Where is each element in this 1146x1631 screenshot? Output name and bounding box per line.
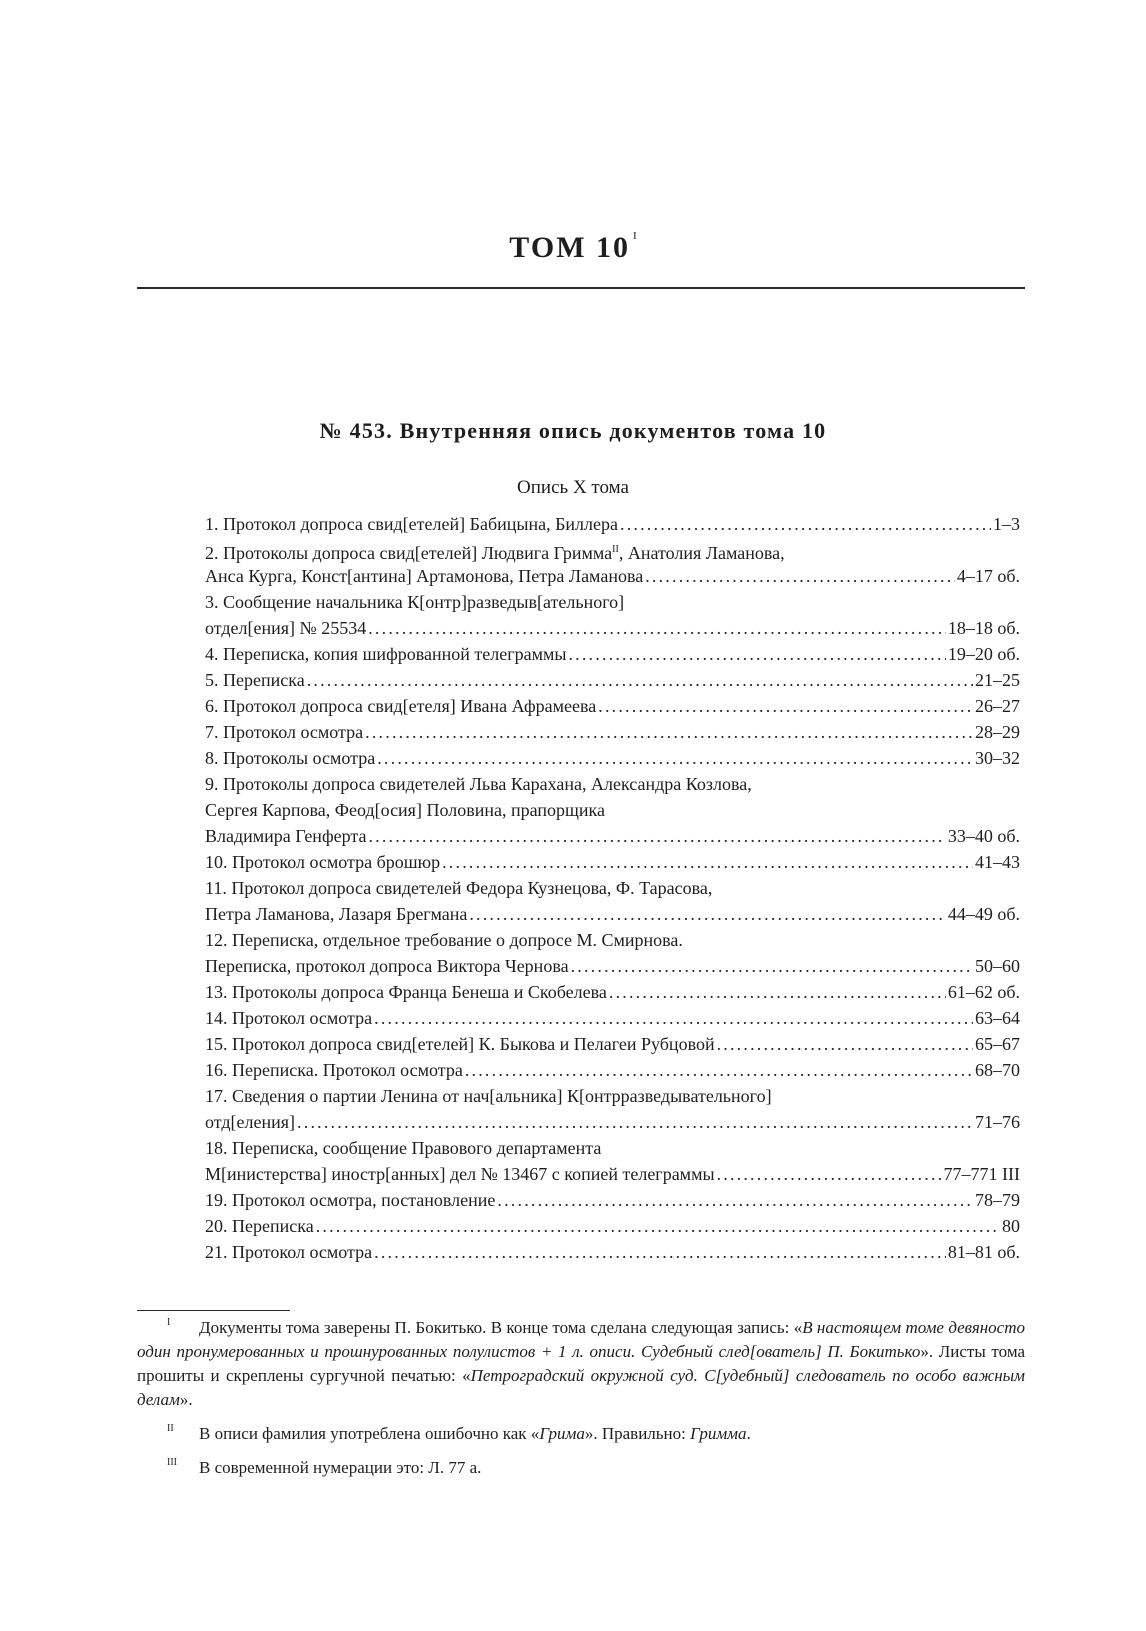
entry-pages: 19–20 об. xyxy=(947,644,1020,664)
dot-leader xyxy=(717,1161,942,1187)
entry-row xyxy=(205,1057,1020,1083)
dot-leader xyxy=(365,719,973,745)
entry-pages: 1–3 xyxy=(993,514,1020,534)
entry-title: 14. Протокол осмотра xyxy=(205,1008,373,1028)
dot-leader xyxy=(497,1187,973,1213)
entry-title: Владимира Генферта xyxy=(205,826,367,846)
dot-leader xyxy=(568,641,945,667)
inventory-entry xyxy=(205,1057,1020,1083)
footnote-marker: III xyxy=(167,1457,177,1468)
dot-leader xyxy=(598,693,973,719)
entry-text-part: 2. Протоколы допроса свид[етелей] Людвига Гримма xyxy=(205,543,613,563)
entry-row xyxy=(205,641,1020,667)
footnote-marker: II xyxy=(167,1423,174,1434)
entry-title: отдел[ения] № 25534 xyxy=(205,618,367,638)
inventory-entry xyxy=(205,1005,1020,1031)
entry-title: 19. Протокол осмотра, постановление xyxy=(205,1190,496,1210)
entry-row xyxy=(205,1005,1020,1031)
footnote-text-part: Гримма xyxy=(690,1424,747,1443)
entry-pages: 30–32 xyxy=(975,748,1020,768)
footnote-text-part: Грима xyxy=(539,1424,585,1443)
footnote-text-part: В современной нумерации это: Л. 77 а. xyxy=(199,1458,482,1477)
inventory-list xyxy=(205,511,1020,1265)
entry-pages: 63–64 xyxy=(975,1008,1020,1028)
entry-row xyxy=(205,667,1020,693)
entry-row xyxy=(205,1109,1020,1135)
entry-pages: 68–70 xyxy=(975,1060,1020,1080)
entry-pages: 26–27 xyxy=(975,696,1020,716)
title-rule xyxy=(137,287,1025,289)
entry-pages: 21–25 xyxy=(975,670,1020,690)
inventory-entry xyxy=(205,667,1020,693)
entry-title: Анса Курга, Конст[антина] Артамонова, Петра Ламанова xyxy=(205,566,644,586)
entry-text-line: 11. Протокол допроса свидетелей Федора Кузнецова, Ф. Тарасова, xyxy=(205,878,713,898)
entry-text-part: , Анатолия Ламанова, xyxy=(618,543,785,563)
entry-row xyxy=(205,719,1020,745)
entry-pages: 18–18 об. xyxy=(947,618,1020,638)
inventory-entry xyxy=(205,511,1020,537)
entry-pages: 61–62 об. xyxy=(947,982,1020,1002)
dot-leader xyxy=(377,745,973,771)
entry-title: 5. Переписка xyxy=(205,670,305,690)
footnote-rule xyxy=(137,1310,290,1311)
dot-leader xyxy=(368,823,945,849)
inventory-entry xyxy=(205,693,1020,719)
inventory-entry xyxy=(205,875,1020,927)
dot-leader xyxy=(609,979,946,1005)
dot-leader xyxy=(645,563,955,589)
inventory-entry xyxy=(205,1239,1020,1265)
entry-pages: 4–17 об. xyxy=(956,566,1020,586)
inventory-entry xyxy=(205,979,1020,1005)
entry-row xyxy=(205,979,1020,1005)
inventory-entry xyxy=(205,1187,1020,1213)
entry-row xyxy=(205,1031,1020,1057)
dot-leader xyxy=(374,1005,973,1031)
entry-title: 8. Протоколы осмотра xyxy=(205,748,376,768)
entry-pages: 33–40 об. xyxy=(947,826,1020,846)
dot-leader xyxy=(465,1057,973,1083)
footnote xyxy=(137,1316,1025,1412)
entry-row xyxy=(205,1213,1020,1239)
entry-pages: 28–29 xyxy=(975,722,1020,742)
entry-row xyxy=(205,1239,1020,1265)
footnote-text-part: Петроградский окружной суд. С[удебный] следователь по особо важным делам xyxy=(137,1366,1025,1409)
entry-pages: 78–79 xyxy=(975,1190,1020,1210)
footnote-text-part: ». xyxy=(179,1390,193,1409)
inventory-entry xyxy=(205,1135,1020,1187)
entry-row xyxy=(205,511,1020,537)
entry-row xyxy=(205,745,1020,771)
inventory-entry xyxy=(205,927,1020,979)
inventory-entry xyxy=(205,771,1020,849)
entry-title: 21. Протокол осмотра xyxy=(205,1242,373,1262)
footnote-text xyxy=(137,1422,1025,1446)
document-heading: № 453. Внутренняя опись документов тома 10 xyxy=(319,418,827,443)
entry-row xyxy=(205,563,1020,589)
dot-leader xyxy=(368,615,946,641)
entry-title: 13. Протоколы допроса Франца Бенеша и Скобелева xyxy=(205,982,607,1002)
entry-text-line: 18. Переписка, сообщение Правового департамента xyxy=(205,1138,602,1158)
volume-title-text: ТОМ 10 xyxy=(509,231,631,264)
inventory-entry xyxy=(205,1213,1020,1239)
entry-title: 7. Протокол осмотра xyxy=(205,722,364,742)
dot-leader xyxy=(469,901,946,927)
footnote-ref-II: II xyxy=(612,544,619,555)
entry-text-line xyxy=(205,537,1020,563)
dot-leader xyxy=(307,667,973,693)
entry-title: 15. Протокол допроса свид[етелей] К. Быкова и Пелагеи Рубцовой xyxy=(205,1034,715,1054)
dot-leader xyxy=(374,1239,946,1265)
footnote-text-part: . xyxy=(746,1424,751,1443)
entry-row xyxy=(205,1187,1020,1213)
entry-row xyxy=(205,823,1020,849)
dot-leader xyxy=(620,511,991,537)
entry-title: 20. Переписка xyxy=(205,1216,314,1236)
entry-title: 6. Протокол допроса свид[етеля] Ивана Афрамеева xyxy=(205,696,597,716)
dot-leader xyxy=(717,1031,973,1057)
footnote-text-part: В настоящем томе девяносто один пронумерованных и прошнурованных полулистов + 1 л. описи. Судебный след[ователь] П. Бокитько xyxy=(137,1318,1025,1361)
entry-row xyxy=(205,615,1020,641)
inventory-subheading: Опись X тома xyxy=(517,477,629,498)
footnote-text-part: Документы тома заверены П. Бокитько. В конце тома сделана следующая запись: « xyxy=(199,1318,803,1337)
inventory-entry xyxy=(205,537,1020,589)
entry-pages: 71–76 xyxy=(975,1112,1020,1132)
entry-pages: 50–60 xyxy=(975,956,1020,976)
entry-text-line: 9. Протоколы допроса свидетелей Льва Карахана, Александра Козлова, xyxy=(205,774,752,794)
inventory-entry xyxy=(205,641,1020,667)
entry-pages: 77–771 III xyxy=(943,1164,1020,1184)
inventory-entry xyxy=(205,719,1020,745)
inventory-entry xyxy=(205,1083,1020,1135)
entry-text-line: Сергея Карпова, Феод[осия] Половина, прапорщика xyxy=(205,800,605,820)
entry-title: 16. Переписка. Протокол осмотра xyxy=(205,1060,463,1080)
footnote-text-part: ». Правильно: xyxy=(584,1424,691,1443)
entry-pages: 44–49 об. xyxy=(947,904,1020,924)
footnote xyxy=(137,1456,1025,1480)
entry-title: 4. Переписка, копия шифрованной телеграммы xyxy=(205,644,567,664)
entry-title: 1. Протокол допроса свид[етелей] Бабицына, Биллера xyxy=(205,514,618,534)
entry-pages: 80 xyxy=(1002,1216,1020,1236)
volume-title xyxy=(0,230,1146,265)
entry-pages: 41–43 xyxy=(975,852,1020,872)
dot-leader xyxy=(571,953,973,979)
entry-title: М[инистерства] иностр[анных] дел № 13467 с копией телеграммы xyxy=(205,1164,715,1184)
entry-title: Петра Ламанова, Лазаря Брегмана xyxy=(205,904,468,924)
inventory-entry xyxy=(205,1031,1020,1057)
footnote-text-part: ». Листы тома прошиты и скреплены сургучной печатью: « xyxy=(137,1342,1026,1385)
inventory-entry xyxy=(205,849,1020,875)
footnote-text xyxy=(137,1316,1025,1412)
dot-leader xyxy=(297,1109,973,1135)
footnote xyxy=(137,1422,1025,1446)
footnote-text xyxy=(137,1456,1025,1480)
dot-leader xyxy=(316,1213,1000,1239)
entry-row xyxy=(205,1161,1020,1187)
entry-text-line: 17. Сведения о партии Ленина от нач[альника] К[онтрразведывательного] xyxy=(205,1086,772,1106)
footnote-marker: I xyxy=(167,1317,171,1328)
entry-row xyxy=(205,953,1020,979)
entry-row xyxy=(205,693,1020,719)
entry-text-line: 3. Сообщение начальника К[онтр]разведыв[ательного] xyxy=(205,592,625,612)
entry-title: отд[еления] xyxy=(205,1112,296,1132)
dot-leader xyxy=(442,849,973,875)
footnote-ref-I: I xyxy=(633,230,637,242)
inventory-entry xyxy=(205,589,1020,641)
entry-title: Переписка, протокол допроса Виктора Чернова xyxy=(205,956,569,976)
footnote-text-part: В описи фамилия употреблена ошибочно как « xyxy=(199,1424,540,1443)
entry-pages: 65–67 xyxy=(975,1034,1020,1054)
entry-text-line: 12. Переписка, отдельное требование о допросе М. Смирнова. xyxy=(205,930,683,950)
inventory-entry xyxy=(205,745,1020,771)
entry-row xyxy=(205,849,1020,875)
footnotes xyxy=(137,1316,1025,1480)
entry-pages: 81–81 об. xyxy=(947,1242,1020,1262)
entry-row xyxy=(205,901,1020,927)
entry-title: 10. Протокол осмотра брошюр xyxy=(205,852,441,872)
